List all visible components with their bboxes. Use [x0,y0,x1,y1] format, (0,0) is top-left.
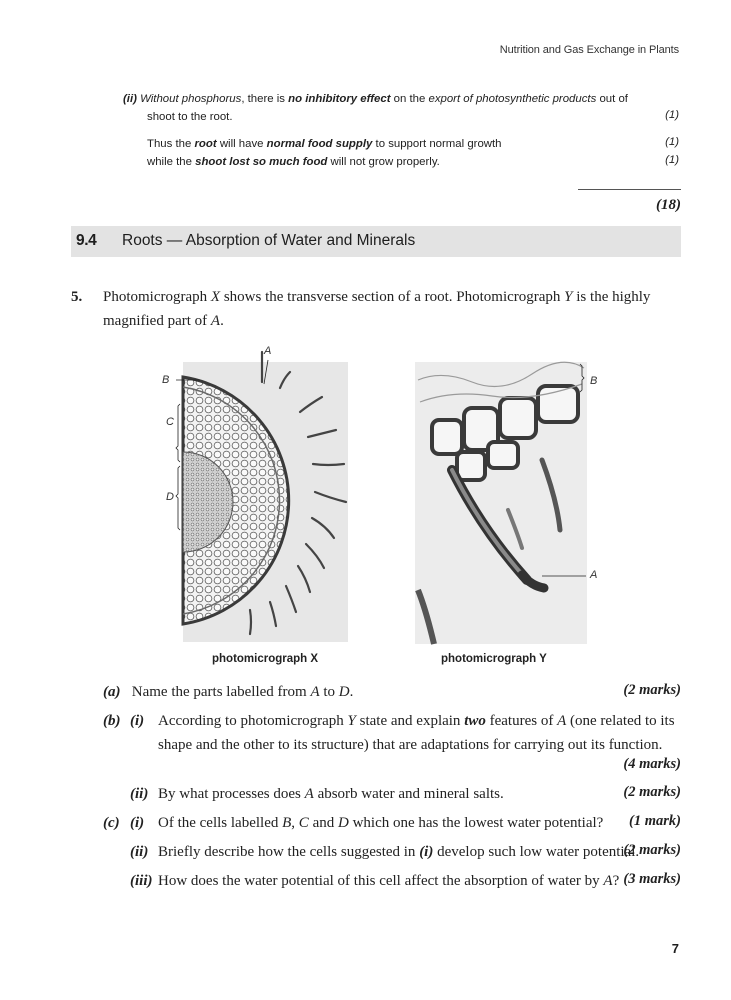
part-c-ii-text: Briefly describe how the cells suggested in (i) develop such low water potential. [158,844,640,860]
answer-line-2: shoot to the root. [147,111,233,123]
part-c-iii-label: (iii) [130,873,153,889]
answer-mark-2: (1) [665,136,679,148]
photomicrograph-x [150,342,370,648]
answer-mark-1: (1) [665,109,679,121]
part-a: (a) Name the parts labelled from A to D. [103,684,354,700]
running-header: Nutrition and Gas Exchange in Plants [499,44,679,56]
answer-part-label: (ii) [123,93,137,105]
part-b-i-marks: (4 marks) [623,756,681,772]
photomicrograph-y [412,360,602,646]
part-b-ii-text: By what processes does A absorb water and mineral salts. [158,786,504,802]
caption-y: photomicrograph Y [441,653,547,665]
answer-line-3: Thus the root will have normal food supply to support normal growth [147,138,502,150]
part-b-ii-marks: (2 marks) [623,784,681,800]
part-c-i-label: (i) [130,815,145,831]
page-number: 7 [671,941,679,956]
total-divider [578,189,681,190]
part-b-label: (b) [103,713,121,729]
question-intro: Photomicrograph X shows the transverse section of a root. Photomicrograph Y is the highly magnified part of A. [103,289,651,329]
section-title: Roots — Absorption of Water and Minerals [122,232,416,249]
answer-line-4: while the shoot lost so much food will not grow properly. [147,156,440,168]
label-x-d: D [166,491,174,503]
answer-mark-3: (1) [665,154,679,166]
label-x-c: C [166,416,174,428]
part-c-iii-marks: (3 marks) [623,871,681,887]
part-a-marks: (2 marks) [623,682,681,698]
label-y-b: B [590,375,598,387]
part-b-ii-label: (ii) [130,786,149,802]
part-c-iii-text: How does the water potential of this cell affect the absorption of water by A? [158,873,620,889]
section-number: 9.4 [76,232,97,249]
answer-line-1: (ii) Without phosphorus, there is no inhibitory effect on the export of photosynthetic products out of [123,93,628,105]
part-c-i-text: Of the cells labelled B, C and D which one has the lowest water potential? [158,815,604,831]
part-b-i-text: According to photomicrograph Y state and explain two features of A (one related to its shape and the other to its structure) that are adaptations for carrying out its function. [158,713,675,753]
part-c-ii-label: (ii) [130,844,149,860]
caption-x: photomicrograph X [212,653,319,665]
total-marks: (18) [656,197,681,213]
question-number: 5. [71,289,83,305]
part-c-label: (c) [103,815,120,831]
label-x-b: B [162,374,170,386]
part-b-i-label: (i) [130,713,145,729]
part-c-i-marks: (1 mark) [629,813,681,829]
label-y-a: A [590,569,598,581]
part-c-ii-marks: (2 marks) [623,842,681,858]
label-x-a: A [264,345,272,357]
